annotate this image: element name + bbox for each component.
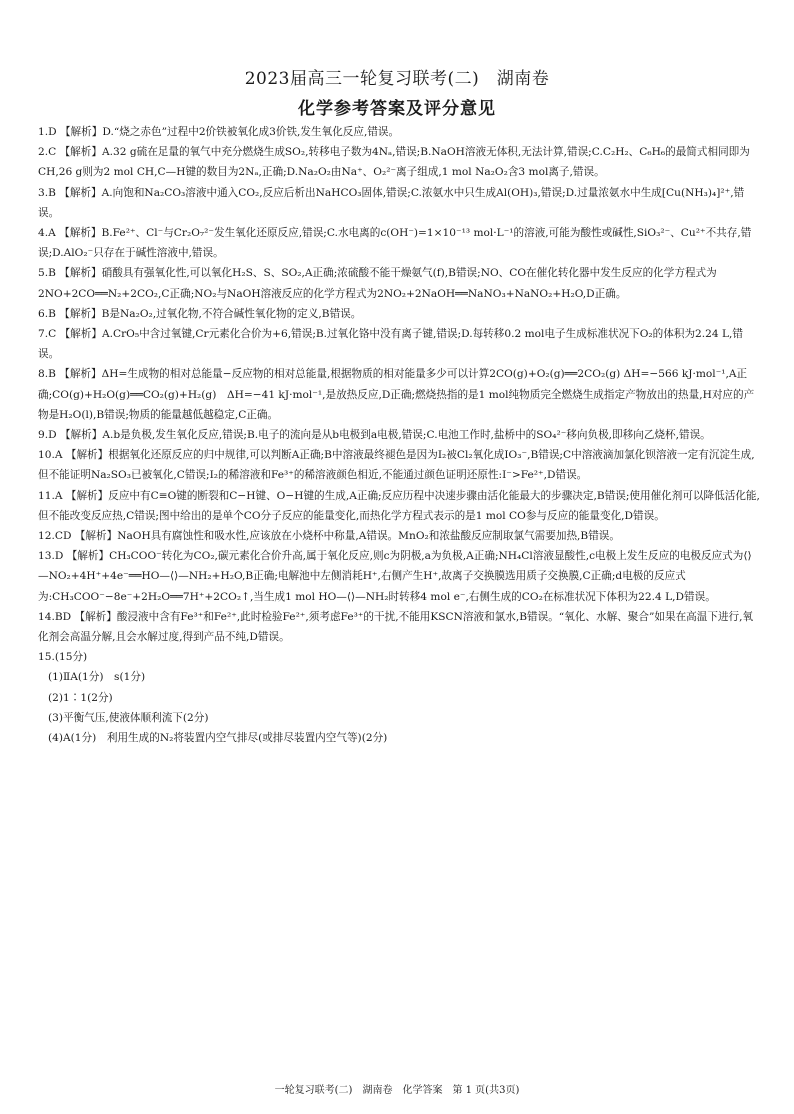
answer-item-7: 7.C 【解析】A.CrO₅中含过氧键,Cr元素化合价为+6,错误;B.过氧化铬中没有离子键,错误;D.每转移0.2 mol电子生成标准状况下O₂的体积为2.24 L,错误。 bbox=[38, 328, 743, 361]
answer-subitem-2: (2)1∶1(2分) bbox=[48, 691, 113, 704]
answer-item-15: 15.(15分) bbox=[38, 651, 88, 664]
answer-body bbox=[38, 122, 760, 748]
answer-subitem-1: (1)ⅡA(1分) s(1分) bbox=[48, 671, 146, 684]
page-footer: 一轮复习联考(二) 湖南卷 化学答案 第 1 页(共3页) bbox=[274, 1085, 520, 1096]
answer-item-3: 3.B 【解析】A.向饱和Na₂CO₃溶液中通入CO₂,反应后析出NaHCO₃固体,错误;C.浓氨水中只生成Al(OH)₃,错误;D.过量浓氨水中生成[Cu(NH₃)₄]²⁺,错误。 bbox=[38, 186, 745, 219]
exam-title: 2023届高三一轮复习联考(二) 湖南卷 bbox=[244, 69, 550, 89]
answer-subtitle: 化学参考答案及评分意见 bbox=[298, 99, 496, 119]
answer-item-13: 13.D 【解析】CH₃COO⁻转化为CO₂,碳元素化合价升高,属于氧化反应,则c为阴极,a为负极,A正确;NH₄Cl溶液显酸性,c电极上发生反应的电极反应式为⟨⟩—NO₂+4H⁺+4e⁻══HO—⟨⟩—NH₂+H₂O,B正确;电解池中左侧消耗H⁺,右侧产生H⁺,故离子交换膜选用质子交换膜,C正确;d电极的反应式为:CH₃COO⁻−8e⁻+2H₂O══7H⁺+2CO₂↑,当生成1 mol HO—⟨⟩—NH₂时转移4 mol e⁻,右侧生成的CO₂在标准状况下体积为22.4 L,D错误。 bbox=[38, 550, 752, 603]
answer-subitem-3: (3)平衡气压,使液体顺利流下(2分) bbox=[48, 711, 209, 724]
answer-item-8: 8.B 【解析】ΔH=生成物的相对总能量−反应物的相对总能量,根据物质的相对能量多少可以计算2CO(g)+O₂(g)══2CO₂(g) ΔH=−566 kJ·mol⁻¹,A正确;CO(g)+H₂O(g)══CO₂(g)+H₂(g) ΔH=−41 kJ·mol⁻¹,是放热反应,D正确;燃烧热指的是1 mol纯物质完全燃烧生成指定产物放出的热量,H对应的产物是H₂O(l),B错误;物质的能量越低越稳定,C正确。 bbox=[38, 368, 755, 421]
answer-item-6: 6.B 【解析】B是Na₂O₂,过氧化物,不符合碱性氧化物的定义,B错误。 bbox=[38, 307, 362, 320]
answer-item-9: 9.D 【解析】A.b是负极,发生氧化反应,错误;B.电子的流向是从b电极到a电极,错误;C.电池工作时,盐桥中的SO₄²⁻移向负极,即移向乙烧杯,错误。 bbox=[38, 429, 711, 442]
answer-item-5: 5.B 【解析】硝酸具有强氧化性,可以氧化H₂S、S、SO₂,A正确;浓硫酸不能干燥氨气(f),B错误;NO、CO在催化转化器中发生反应的化学方程式为2NO+2CO══N₂+2CO₂,C正确;NO₂与NaOH溶液反应的化学方程式为2NO₂+2NaOH══NaNO₃+NaNO₂+H₂O,D正确。 bbox=[38, 267, 717, 300]
answer-item-11: 11.A 【解析】反应中有C≡O键的断裂和C−H键、O−H键的生成,A正确;反应历程中决速步骤由活化能最大的步骤决定,B错误;使用催化剂可以降低活化能,但不能改变反应热,C错误;图中给出的是单个CO分子反应的能量变化,而热化学方程式表示的是1 mol CO参与反应的能量变化,D错误。 bbox=[38, 489, 760, 522]
answer-subitem-4: (4)A(1分) 利用生成的N₂将装置内空气排尽(或排尽装置内空气等)(2分) bbox=[48, 732, 388, 745]
answer-item-14: 14.BD 【解析】酸浸液中含有Fe³⁺和Fe²⁺,此时检验Fe²⁺,须考虑Fe³⁺的干扰,不能用KSCN溶液和氯水,B错误。“氧化、水解、聚合”如果在高温下进行,氧化剂会高温分解,且会水解过度,得到产品不纯,D错误。 bbox=[38, 610, 754, 644]
answer-item-2: 2.C 【解析】A.32 g硫在足量的氧气中充分燃烧生成SO₂,转移电子数为4Nₐ,错误;B.NaOH溶液无体积,无法计算,错误;C.C₂H₂、C₆H₆的最简式相同即为CH,26 g则为2 mol CH,C—H键的数目为2Nₐ,正确;D.Na₂O₂由Na⁺、O₂²⁻离子组成,1 mol Na₂O₂含3 mol离子,错误。 bbox=[38, 146, 750, 179]
answer-item-12: 12.CD 【解析】NaOH具有腐蚀性和吸水性,应该放在小烧杯中称量,A错误。MnO₂和浓盐酸反应制取氯气需要加热,B错误。 bbox=[38, 530, 620, 543]
answer-item-4: 4.A 【解析】B.Fe²⁺、Cl⁻与Cr₂O₇²⁻发生氧化还原反应,错误;C.水电离的c(OH⁻)=1×10⁻¹³ mol·L⁻¹的溶液,可能为酸性或碱性,SiO₃²⁻、Cu²⁺不共存,错误;D.AlO₂⁻只存在于碱性溶液中,错误。 bbox=[38, 227, 752, 260]
answer-item-1: 1.D 【解析】D.“烧之赤色”过程中2价铁被氧化成3价铁,发生氧化反应,错误。 bbox=[38, 126, 400, 138]
answer-item-10: 10.A 【解析】根据氧化还原反应的归中规律,可以判断A正确;B中溶液最终褪色是因为I₂被Cl₂氧化成IO₃⁻,B错误;C中溶液滴加氯化钡溶液一定有沉淀生成,但不能证明Na₂SO₃已被氧化,C错误;I₂的稀溶液和Fe³⁺的稀溶液颜色相近,不能通过颜色证明还原性:I⁻>Fe²⁺,D错误。 bbox=[38, 449, 755, 482]
